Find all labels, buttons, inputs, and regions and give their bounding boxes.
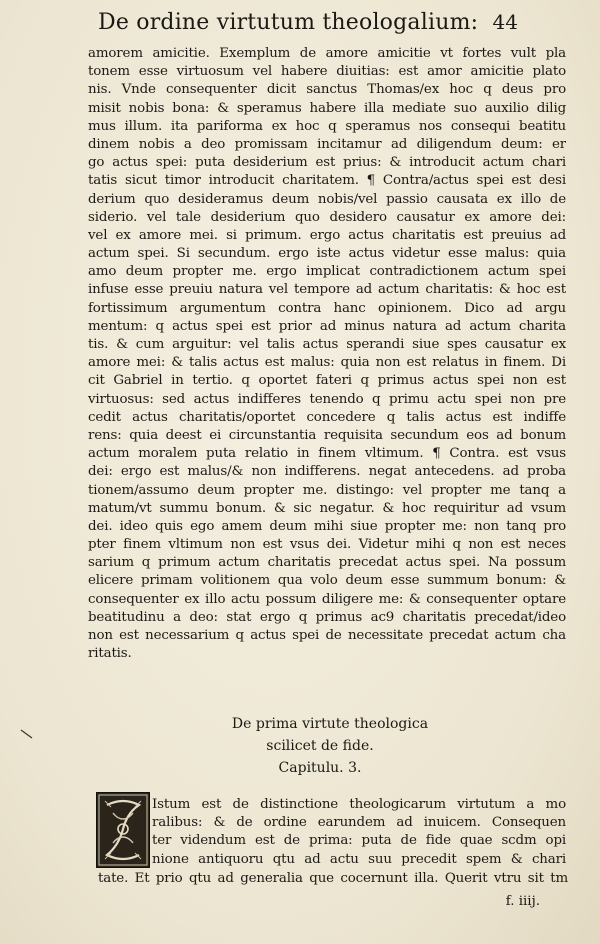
- text-line-22: rens: quia deest ei circunstantia requisita secundum eos ad bonum: [88, 427, 566, 443]
- running-title: De ordine virtutum theologalium:: [98, 10, 479, 35]
- text-line-15: fortissimum argumentum contra hanc opinionem. Dico ad argu: [88, 300, 566, 316]
- text-line-29: sarium q primum actum charitatis precedat actus spei. Na possum: [88, 555, 566, 571]
- text-line-13: amo deum propter me. ergo implicat contradictionem actum spei: [88, 264, 566, 280]
- text-line-31: consequenter ex illo actu possum diligere me: & consequenter optare: [88, 591, 566, 607]
- chapter-line-4: nione antiquoru qtu ad actu suu precedit spem & chari: [152, 851, 566, 867]
- section-heading-line-2: scilicet de fide.: [266, 738, 374, 754]
- text-line-19: cit Gabriel in tertio. q oportet fateri q primus actus spei non est: [88, 373, 566, 389]
- text-line-4: misit nobis bona: & speramus habere illa mediate suo auxilio dilig: [88, 100, 566, 116]
- text-line-18: amore mei: & talis actus est malus: quia non est relatus in finem. Di: [88, 355, 566, 371]
- main-text-block: [88, 45, 566, 663]
- signature-mark: f. iiij.: [505, 894, 540, 909]
- text-line-21: cedit actus charitatis/oportet concedere q talis actus est indiffe: [88, 409, 566, 425]
- text-line-25: tionem/assumo deum propter me. distingo: vel propter me tanq a: [88, 482, 566, 498]
- text-line-8: tatis sicut timor introducit charitatem. ¶ Contra/actus spei est desi: [88, 173, 566, 189]
- text-line-9: derium quo desideramus deum nobis/vel passio causata ex illo de: [88, 191, 566, 207]
- chapter-number: Capitulu. 3.: [278, 760, 362, 776]
- text-line-26: matum/vt summu bonum. & sic negatur. & hoc requiritur ad vsum: [88, 500, 566, 516]
- text-line-32: beatitudinu a deo: stat ergo q primus ac9 charitatis precedat/ideo: [88, 609, 566, 625]
- text-line-1: amorem amicitie. Exemplum de amore amicitie vt fortes vult pla: [88, 46, 566, 61]
- chapter-opening-text: [152, 796, 566, 869]
- text-line-16: mentum: q actus spei est prior ad minus natura ad actum charita: [88, 318, 566, 334]
- folio-number: 44: [492, 10, 518, 34]
- running-header: [98, 10, 518, 42]
- text-line-5: mus illum. ita pariforma ex hoc q speramus nos consequi beatitu: [88, 118, 566, 134]
- chapter-line-1: Istum est de distinctione theologicarum virtutum a mo: [152, 797, 566, 812]
- text-line-6: dinem nobis a deo promissam incitamur ad diligendum deum: er: [88, 136, 566, 152]
- text-line-28: pter finem vltimum non est vsus dei. Videtur mihi q non est neces: [88, 537, 566, 553]
- text-line-2: tonem esse virtuosum vel habere diuitias: est amor amicitie plato: [88, 64, 566, 80]
- text-line-20: virtuosus: sed actus indifferes tenendo q primu actu spei non pre: [88, 391, 566, 407]
- chapter-tail-line-1: tate. Et prio qtu ad generalia que cocernunt illa. Querit vtru sit tm: [98, 871, 568, 886]
- text-line-34: ritatis.: [88, 646, 132, 662]
- text-line-17: tis. & cum arguitur: vel talis actus sperandi siue spes causatur ex: [88, 337, 566, 352]
- text-line-24: dei: ergo est malus/& non indifferens. negat antecedens. ad proba: [88, 464, 566, 480]
- margin-mark-icon: [20, 728, 34, 740]
- text-line-12: actum spei. Si secundum. ergo iste actus videtur esse malus: quia: [88, 246, 566, 262]
- text-line-33: non est necessarium q actus spei de necessitate precedat actum cha: [88, 628, 566, 643]
- text-line-30: elicere primam volitionem qua volo deum esse summum bonum: &: [88, 573, 566, 589]
- text-line-14: infuse esse preuiu natura vel tempore ad actum charitatis: & hoc est: [88, 282, 566, 298]
- text-line-23: actum moralem puta relatio in finem vltimum. ¶ Contra. est vsus: [88, 446, 566, 462]
- section-heading-line-1: De prima virtute theologica: [231, 716, 429, 732]
- chapter-line-3: ter videndum est de prima: puta de fide quae scdm opi: [152, 833, 566, 849]
- chapter-continuation-text: [98, 870, 568, 888]
- text-line-10: siderio. vel tale desiderium quo desidero causatur ex amore dei:: [88, 209, 566, 225]
- decorated-initial-icon: [96, 792, 150, 868]
- chapter-line-2: ralibus: & de ordine earundem ad inuicem. Consequen: [152, 815, 566, 831]
- text-line-11: vel ex amore mei. si primum. ergo actus charitatis est preuius ad: [88, 227, 566, 243]
- text-line-27: dei. ideo quis ego amem deum mihi siue propter me: non tanq pro: [88, 518, 566, 534]
- text-line-7: go actus spei: puta desiderium est prius: & introducit actum chari: [88, 155, 566, 171]
- text-line-3: nis. Vnde consequenter dicit sanctus Thomas/ex hoc q deus pro: [88, 82, 566, 98]
